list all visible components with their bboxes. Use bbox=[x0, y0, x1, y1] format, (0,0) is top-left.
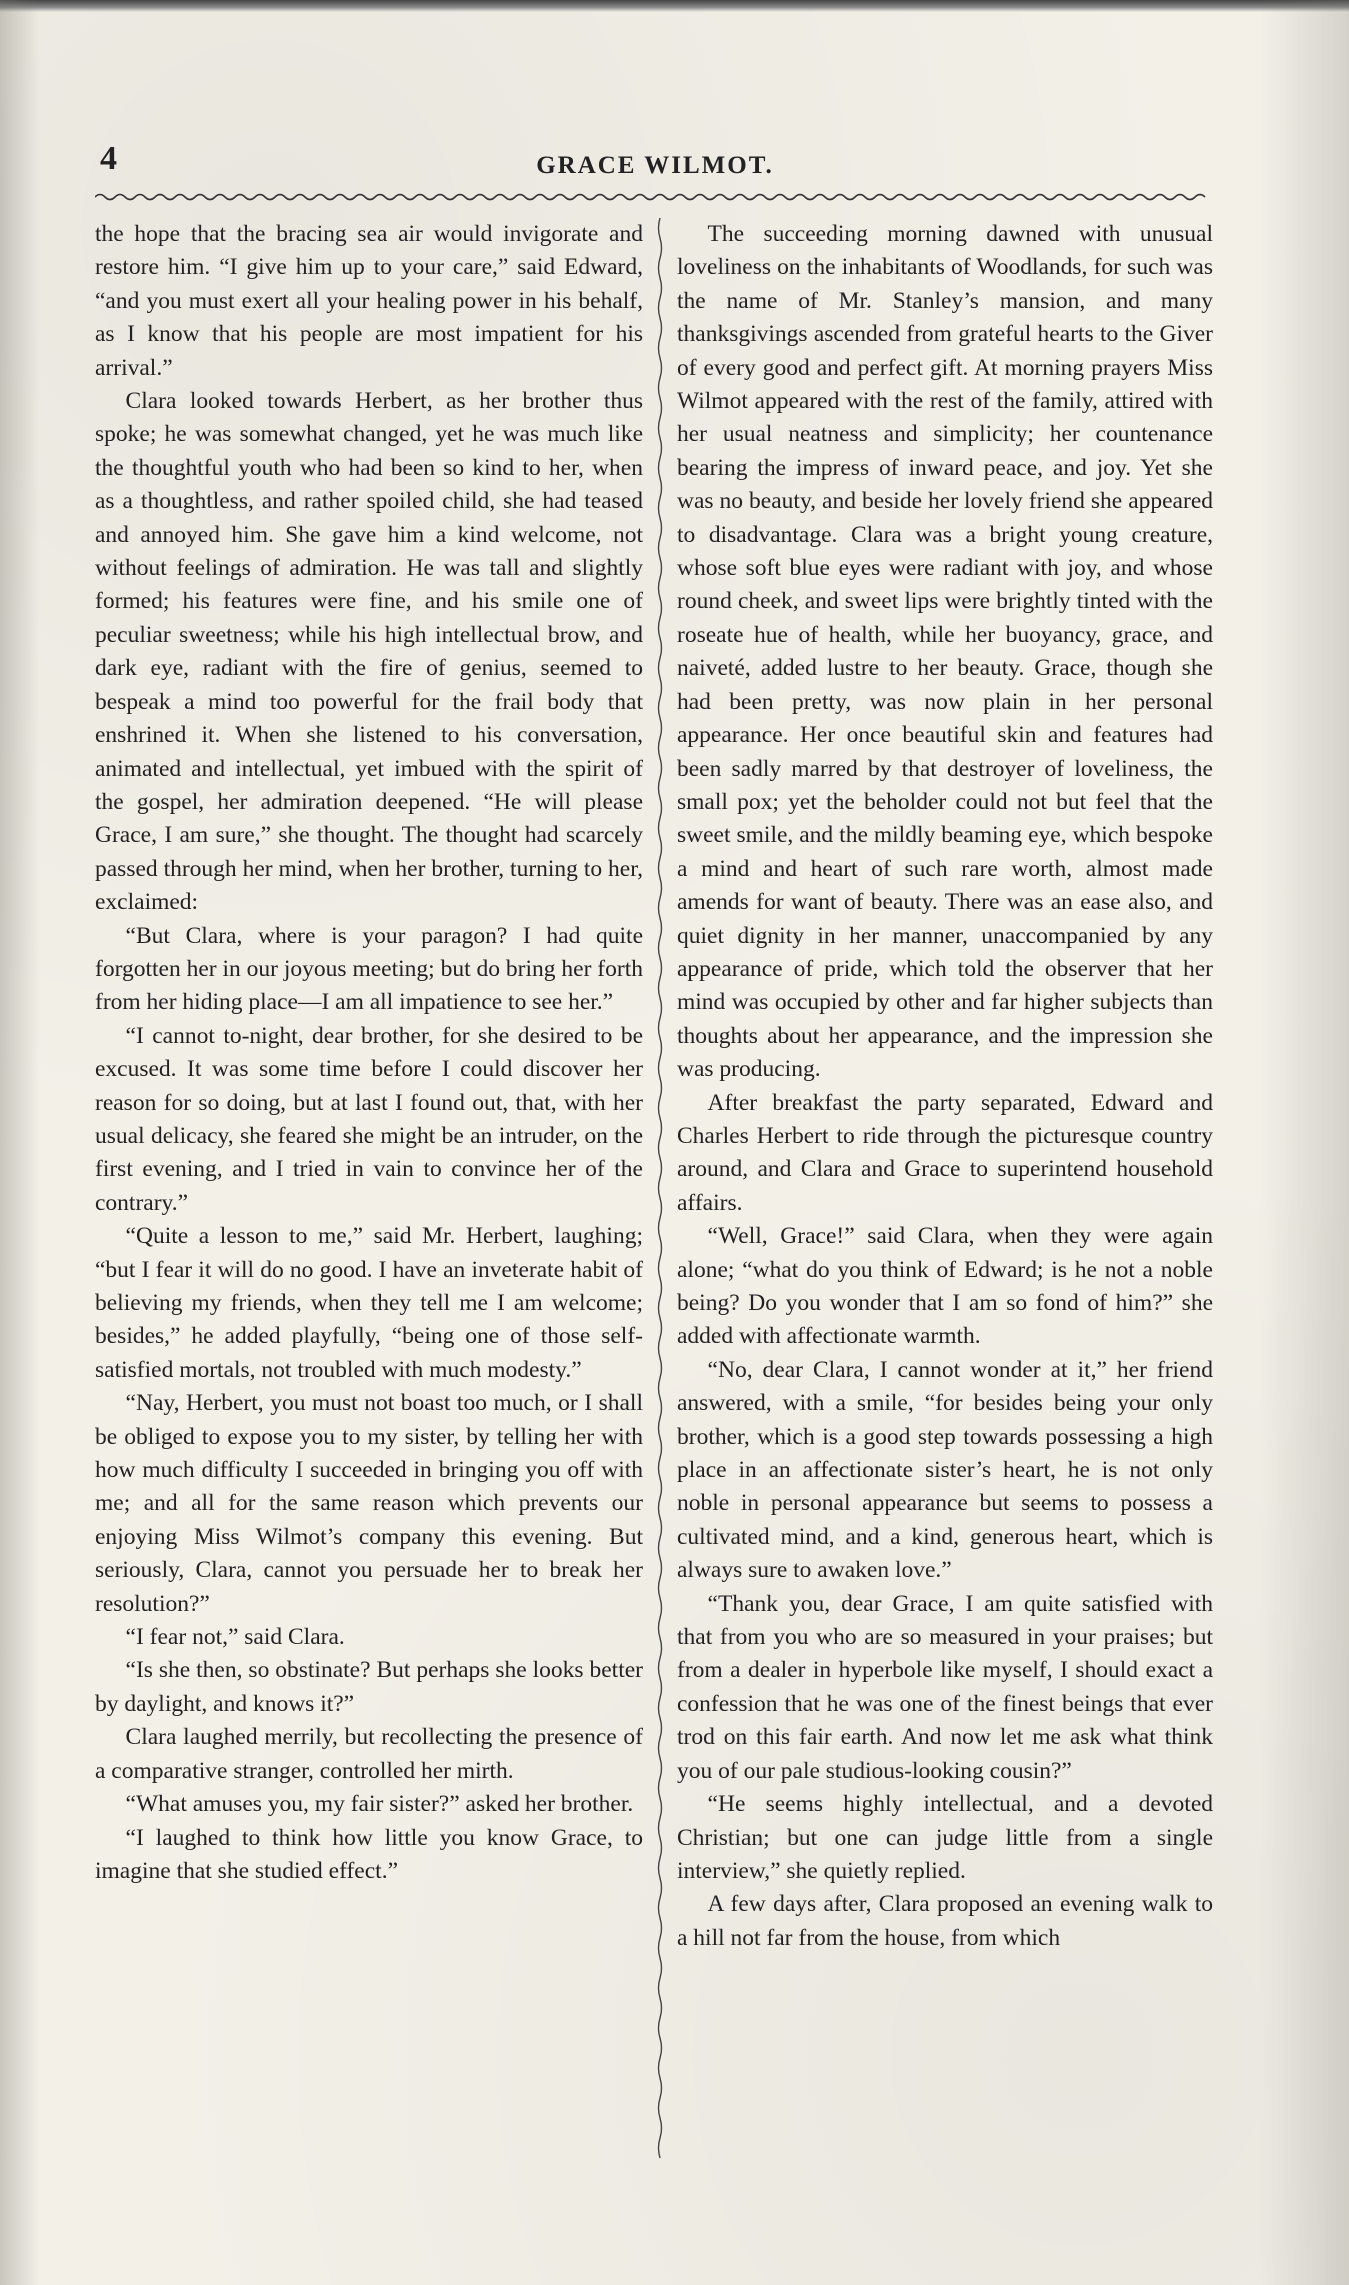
paragraph: the hope that the bracing sea air would invigorate and restore him. “I give him up to your care,” said Edward, “and you must exert all your healing power in his behalf, as I know that his people are most impatient for his arrival.” bbox=[95, 221, 643, 381]
paragraph: “Is she then, so obstinate? But perhaps she looks better by daylight, and knows it?” bbox=[95, 1657, 643, 1717]
paragraph: “I cannot to-night, dear brother, for she desired to be excused. It was some time before I could discover her reason for so doing, but at last I found out, that, with her usual delicacy, she feared she might be an intruder, on the first evening, and I tried in vain to convince her of the contrary.” bbox=[95, 1022, 643, 1216]
left-column bbox=[95, 218, 643, 1888]
paragraph: “No, dear Clara, I cannot wonder at it,” her friend answered, with a smile, “for besides being your only brother, which is a good step towards possessing a high place in an affectionate sister’s heart, he is not only noble in personal appearance but seems to possess a cultivated mind, and a kind, generous heart, which is always sure to awaken love.” bbox=[677, 1356, 1213, 1584]
page-number: 4 bbox=[100, 140, 117, 177]
column-divider bbox=[656, 218, 664, 2168]
running-title: GRACE WILMOT. bbox=[536, 152, 774, 179]
paragraph: Clara looked towards Herbert, as her brother thus spoke; he was somewhat changed, yet he was much like the thoughtful youth who had been so kind to her, when as a thoughtless, and rather spoiled child, she had teased and annoyed him. She gave him a kind welcome, not without feelings of admiration. He was tall and slightly formed; his features were fine, and his smile one of peculiar sweetness; while his high intellectual brow, and dark eye, radiant with the fire of genius, seemed to bespeak a mind too powerful for the frail body that enshrined it. When she listened to his conversation, animated and intellectual, yet imbued with the spirit of the gospel, her admiration deepened. “He will please Grace, I am sure,” she thought. The thought had scarcely passed through her mind, when her brother, turning to her, exclaimed: bbox=[95, 388, 643, 916]
paragraph: “Well, Grace!” said Clara, when they were again alone; “what do you think of Edward; is he not a noble being? Do you wonder that I am so fond of him?” she added with affectionate warmth. bbox=[677, 1223, 1213, 1350]
page-header bbox=[100, 140, 1210, 190]
paragraph: Clara laughed merrily, but recollecting the presence of a comparative stranger, controlled her mirth. bbox=[95, 1724, 643, 1784]
left-page-edge bbox=[0, 0, 40, 2285]
paragraph: After breakfast the party separated, Edward and Charles Herbert to ride through the picturesque country around, and Clara and Grace to superintend household affairs. bbox=[677, 1089, 1213, 1216]
paragraph: “What amuses you, my fair sister?” asked her brother. bbox=[125, 1791, 634, 1818]
paragraph: “He seems highly intellectual, and a devoted Christian; but one can judge little from a single interview,” she quietly replied. bbox=[677, 1791, 1213, 1884]
header-rule bbox=[95, 192, 1210, 202]
top-page-border bbox=[0, 0, 1349, 12]
right-column bbox=[677, 218, 1213, 1955]
paragraph: “Nay, Herbert, you must not boast too much, or I shall be obliged to expose you to my sister, by telling her with how much difficulty I succeeded in bringing you off with me; and all for the same reason which prevents our enjoying Miss Wilmot’s company this evening. But seriously, Clara, cannot you persuade her to break her resolution?” bbox=[95, 1390, 643, 1617]
paragraph: “Quite a lesson to me,” said Mr. Herbert, laughing; “but I fear it will do no good. I have an inveterate habit of believing my friends, when they tell me I am welcome; besides,” he added playfully, “being one of those self-satisfied mortals, not troubled with much modesty.” bbox=[95, 1223, 643, 1383]
paragraph: “But Clara, where is your paragon? I had quite forgotten her in our joyous meeting; but do bring her forth from her hiding place—I am all impatience to see her.” bbox=[95, 922, 643, 1016]
paragraph: The succeeding morning dawned with unusual loveliness on the inhabitants of Woodlands, for such was the name of Mr. Stanley’s mansion, and many thanksgivings ascended from grateful hearts to the Giver of every good and perfect gift. At morning prayers Miss Wilmot appeared with the rest of the family, attired with her usual neatness and simplicity; her countenance bearing the impress of inward peace, and joy. Yet she was no beauty, and beside her lovely friend she appeared to disadvantage. Clara was a bright young creature, whose soft blue eyes were radiant with joy, and whose round cheek, and sweet lips were brightly tinted with the roseate hue of health, while her buoyancy, grace, and naiveté, added lustre to her beauty. Grace, though she had been pretty, was now plain in her personal appearance. Her once beautiful skin and features had been sadly marred by that destroyer of loveliness, the small pox; yet the beholder could not but feel that the sweet smile, and the mildly beaming eye, which bespoke a mind and heart of such rare worth, almost made amends for want of beauty. There was an ease also, and quiet dignity in her manner, unaccompanied by any appearance of pride, which told the observer that her mind was occupied by other and far higher subjects than thoughts about her appearance, and the impression she was producing. bbox=[677, 221, 1213, 1083]
paragraph: “Thank you, dear Grace, I am quite satisfied with that from you who are so measured in your praises; but from a dealer in hyperbole like myself, I should exact a confession that he was one of the finest beings that ever trod on this fair earth. And now let me ask what think you of our pale studious-looking cousin?” bbox=[677, 1590, 1213, 1784]
paragraph: A few days after, Clara proposed an evening walk to a hill not far from the house, from which bbox=[677, 1891, 1213, 1951]
paragraph: “I laughed to think how little you know Grace, to imagine that she studied effect.” bbox=[95, 1824, 643, 1884]
paragraph: “I fear not,” said Clara. bbox=[125, 1624, 345, 1651]
right-page-edge bbox=[1259, 0, 1349, 2285]
